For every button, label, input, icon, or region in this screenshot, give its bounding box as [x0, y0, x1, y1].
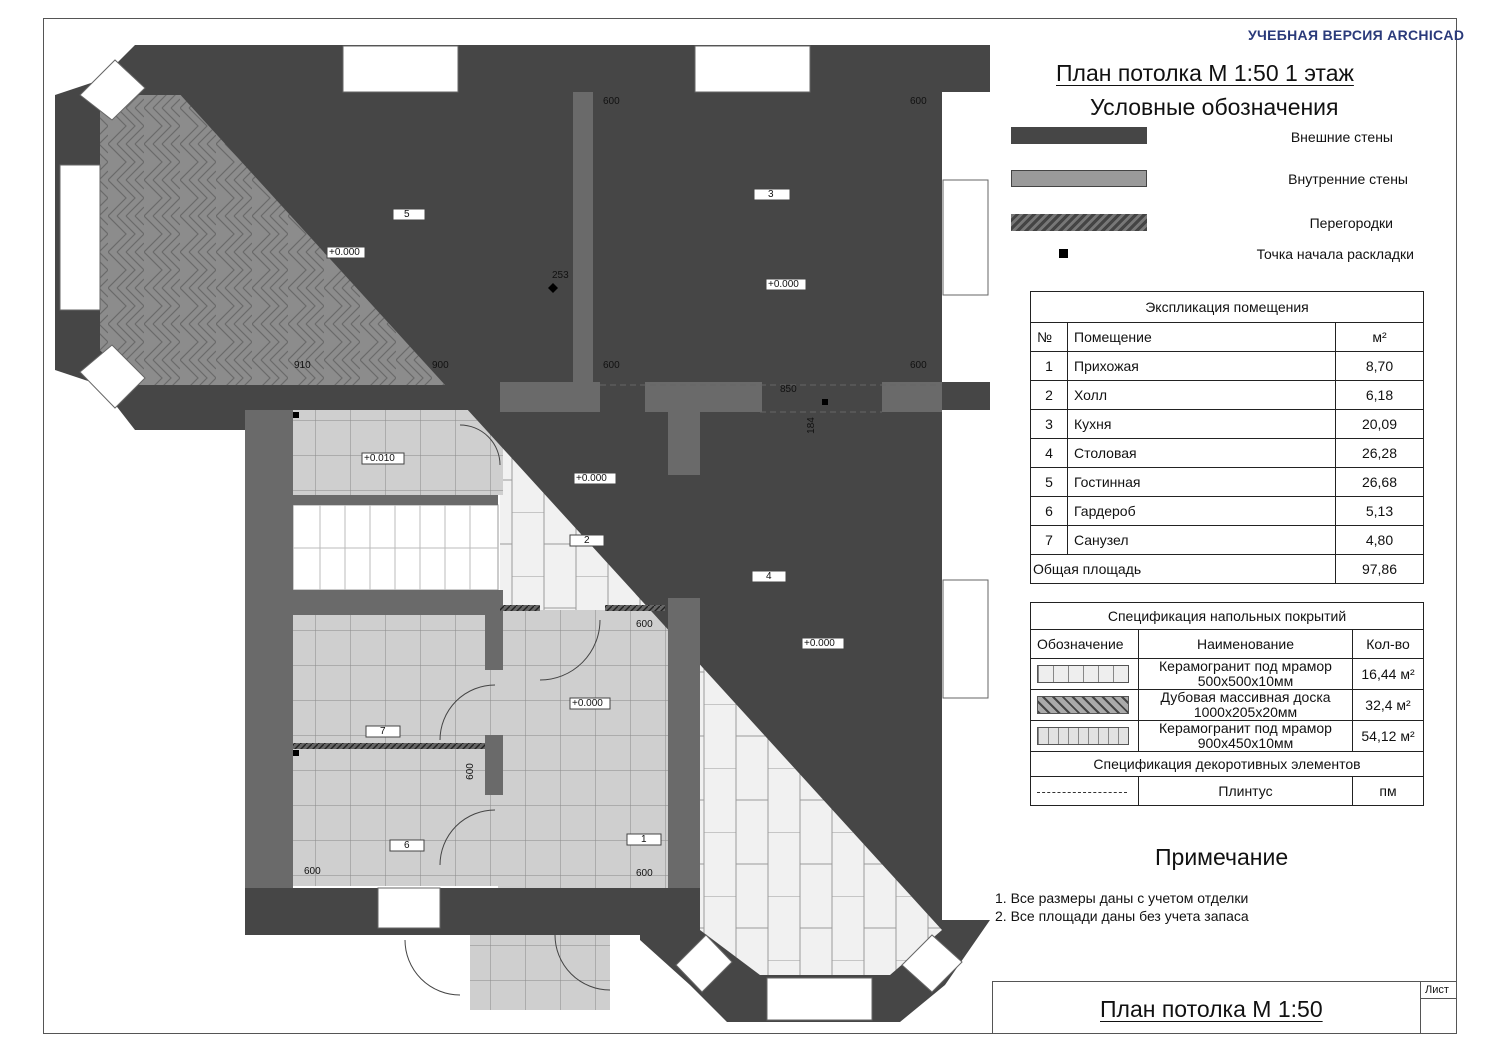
decor-qty: пм — [1353, 777, 1424, 806]
legend-title: Условные обозначения — [1090, 94, 1339, 120]
legend-swatch-start-point — [1059, 249, 1068, 258]
level-mark-kitchen: +0.000 — [768, 279, 799, 290]
legend-label-start-point: Точка начала раскладки — [1256, 246, 1414, 262]
legend-swatch-partitions — [1011, 214, 1147, 231]
total-value: 97,86 — [1336, 555, 1424, 584]
row-area: 26,28 — [1336, 439, 1424, 468]
col-name: Наименование — [1139, 630, 1353, 659]
col-area: м² — [1336, 323, 1424, 352]
dimension: 184 — [805, 417, 817, 434]
level-mark-entry: +0.000 — [572, 698, 603, 709]
stamp-sheet-label: Лист — [1425, 984, 1449, 996]
row-num: 1 — [1031, 352, 1068, 381]
room-tag-6: 6 — [404, 840, 410, 851]
dimension: 600 — [910, 96, 927, 107]
notes-title: Примечание — [1155, 844, 1289, 870]
level-mark-upper: +0.010 — [364, 453, 395, 464]
explication-title: Экспликация помещения — [1031, 292, 1424, 323]
room-tag-1: 1 — [641, 834, 647, 845]
dimension: 600 — [304, 866, 321, 877]
stamp-title: План потолка М 1:50 — [1100, 996, 1323, 1022]
row-area: 26,68 — [1336, 468, 1424, 497]
floor-spec-title: Спецификация напольных покрытий — [1031, 603, 1424, 630]
spec-qty: 32,4 м² — [1353, 690, 1424, 721]
row-room: Гостинная — [1068, 468, 1336, 497]
col-qty: Кол-во — [1353, 630, 1424, 659]
room-tag-3: 3 — [768, 189, 774, 200]
row-area: 4,80 — [1336, 526, 1424, 555]
dimension: 600 — [910, 360, 927, 371]
decor-name: Плинтус — [1139, 777, 1353, 806]
porch-floor — [470, 930, 610, 1010]
row-num: 2 — [1031, 381, 1068, 410]
dimension: 600 — [636, 868, 653, 879]
row-room: Столовая — [1068, 439, 1336, 468]
spec-name: Дубовая массивная доска 1000x205x20мм — [1139, 690, 1353, 721]
room-tag-4: 4 — [766, 571, 772, 582]
dimension: 600 — [464, 763, 476, 780]
row-room: Холл — [1068, 381, 1336, 410]
row-area: 5,13 — [1336, 497, 1424, 526]
spec-qty: 16,44 м² — [1353, 659, 1424, 690]
dimension: 900 — [432, 360, 449, 371]
legend-label-outer-walls: Внешние стены — [1290, 129, 1393, 145]
dimension: 600 — [603, 360, 620, 371]
row-num: 3 — [1031, 410, 1068, 439]
pattern-dashed-line — [1031, 777, 1139, 806]
room-tag-2: 2 — [584, 535, 590, 546]
row-area: 20,09 — [1336, 410, 1424, 439]
pattern-tile-500 — [1031, 659, 1139, 690]
room-tag-7: 7 — [380, 726, 386, 737]
row-room: Кухня — [1068, 410, 1336, 439]
room-1-floor — [498, 610, 668, 888]
row-room: Гардероб — [1068, 497, 1336, 526]
spec-qty: 54,12 м² — [1353, 721, 1424, 752]
pattern-herringbone — [1031, 690, 1139, 721]
col-num: № — [1031, 323, 1068, 352]
level-mark-dining: +0.000 — [804, 638, 835, 649]
decor-title: Спецификация декоротивных элементов — [1031, 752, 1424, 777]
stamp-sheet-divider — [1420, 998, 1457, 999]
row-num: 7 — [1031, 526, 1068, 555]
watermark: УЧЕБНАЯ ВЕРСИЯ ARCHICAD — [1248, 27, 1465, 43]
room-tag-5: 5 — [404, 209, 410, 220]
row-area: 6,18 — [1336, 381, 1424, 410]
spec-name: Керамогранит под мрамор 500x500x10мм — [1139, 659, 1353, 690]
dimension: 600 — [603, 96, 620, 107]
row-num: 4 — [1031, 439, 1068, 468]
row-num: 6 — [1031, 497, 1068, 526]
pattern-tile-900 — [1031, 721, 1139, 752]
spec-name: Керамогранит под мрамор 900x450x10мм — [1139, 721, 1353, 752]
dimension: 253 — [552, 270, 569, 281]
dimension: 600 — [636, 619, 653, 630]
row-area: 8,70 — [1336, 352, 1424, 381]
legend-label-inner-walls: Внутренние стены — [1288, 171, 1408, 187]
legend-label-partitions: Перегородки — [1309, 215, 1393, 231]
level-mark-hall: +0.000 — [576, 473, 607, 484]
dimension: 910 — [294, 360, 311, 371]
row-room: Прихожая — [1068, 352, 1336, 381]
explication-table — [1030, 291, 1424, 584]
level-mark-living: +0.000 — [329, 247, 360, 258]
drawing-title: План потолка М 1:50 1 этаж — [1056, 60, 1354, 86]
floor-spec-table — [1030, 602, 1424, 806]
total-label: Общая площадь — [1031, 555, 1336, 584]
dimension: 850 — [780, 384, 797, 395]
row-room: Санузел — [1068, 526, 1336, 555]
legend-swatch-inner-walls — [1011, 170, 1147, 187]
legend-swatch-outer-walls — [1011, 127, 1147, 144]
note-line: 2. Все площади даны без учета запаса — [995, 908, 1249, 924]
col-room: Помещение — [1068, 323, 1336, 352]
col-mark: Обозначение — [1031, 630, 1139, 659]
note-line: 1. Все размеры даны с учетом отделки — [995, 890, 1249, 906]
row-num: 5 — [1031, 468, 1068, 497]
